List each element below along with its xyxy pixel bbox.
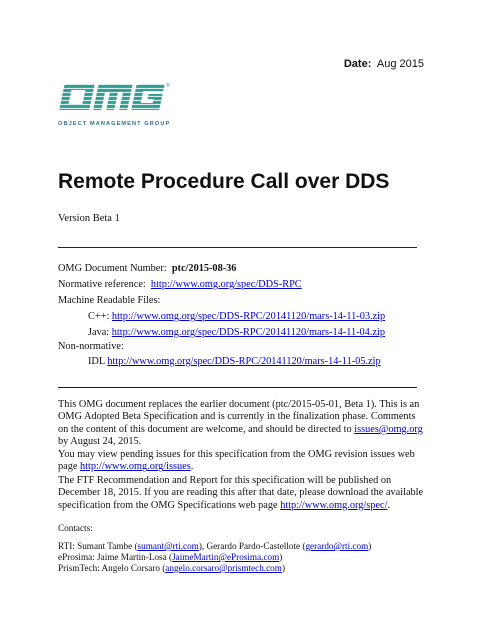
paragraph-text: by August 24, 2015. <box>58 436 142 448</box>
cpp-link[interactable]: http://www.omg.org/spec/DDS-RPC/20141120/mars-14-11-03.zip <box>111 311 386 322</box>
cpp-file-line <box>88 311 385 322</box>
contact-text: ) <box>279 552 283 562</box>
doc-number-value: ptc/2015-08-36 <box>171 263 237 274</box>
contact-text: ), Gerardo Pardo-Castellote ( <box>198 541 306 551</box>
non-normative-label: Non-normative: <box>58 341 124 352</box>
page-title: Remote Procedure Call over DDS <box>58 170 390 193</box>
spec-page-link[interactable]: http://www.omg.org/spec/ <box>280 499 388 511</box>
divider-top <box>58 247 417 248</box>
divider-bottom <box>58 387 417 388</box>
contact-prismtech <box>58 563 285 574</box>
registered-mark: ® <box>166 83 170 89</box>
java-file-line <box>88 327 385 338</box>
paragraph-ftf-report <box>58 475 428 512</box>
contact-eprosima <box>58 552 282 563</box>
doc-number-line <box>58 263 236 274</box>
contact-text: eProsima: Jaime Martin-Losa ( <box>58 552 173 562</box>
issues-page-link[interactable]: http://www.omg.org/issues <box>80 461 191 473</box>
paragraph-text: . <box>190 461 194 473</box>
eprosima-email-link[interactable]: JaimeMartin@eProsima.com <box>172 552 280 562</box>
idl-link[interactable]: http://www.omg.org/spec/DDS-RPC/20141120/mars-14-11-05.zip <box>107 356 381 367</box>
version-text: Version Beta 1 <box>58 213 120 224</box>
issues-email-link[interactable]: issues@omg.org <box>354 423 423 435</box>
cpp-label: C++: <box>88 311 110 322</box>
contact-text: ) <box>368 541 372 551</box>
date-value: Aug 2015 <box>376 58 424 70</box>
doc-number-label: OMG Document Number: <box>58 263 167 274</box>
logo-tagline: OBJECT MANAGEMENT GROUP <box>58 121 171 127</box>
contact-text: PrismTech: Angelo Corsaro ( <box>58 563 166 573</box>
normative-link[interactable]: http://www.omg.org/spec/DDS-RPC <box>150 279 302 290</box>
rti-email-link-1[interactable]: sumant@rti.com <box>137 541 199 551</box>
contact-rti <box>58 541 371 552</box>
prismtech-email-link[interactable]: angelo.corsaro@prismtech.com <box>165 563 282 573</box>
normative-label: Normative reference: <box>58 279 146 290</box>
rti-email-link-2[interactable]: gerardo@rti.com <box>305 541 369 551</box>
paragraph-text: You may view pending issues for this specification from the OMG revision issues web page <box>58 449 415 473</box>
java-link[interactable]: http://www.omg.org/spec/DDS-RPC/20141120/mars-14-11-04.zip <box>111 327 385 338</box>
idl-file-line <box>88 356 381 367</box>
paragraph-text: This OMG document replaces the earlier document (ptc/2015-05-01, Beta 1). This is an OMG Adopted Beta Specification and is currently in the finalization phase. Comments on the content of this document are welcome, and should be directed to <box>58 399 420 435</box>
paragraph-replacement-notice <box>58 399 428 449</box>
date-label: Date: <box>343 58 372 70</box>
contact-text: ) <box>281 563 285 573</box>
paragraph-text: The FTF Recommendation and Report for this specification will be published on December 18, 2015. If you are reading this after that date, please download the available specification from the OMG Specifications web page <box>58 475 424 511</box>
paragraph-text: . <box>387 499 391 511</box>
paragraph-pending-issues <box>58 449 428 474</box>
contacts-label: Contacts: <box>58 523 93 533</box>
idl-label: IDL <box>88 356 105 367</box>
document-date <box>344 58 424 70</box>
machine-readable-label: Machine Readable Files: <box>58 295 161 306</box>
java-label: Java: <box>88 327 110 338</box>
omg-logo <box>58 78 170 116</box>
contact-text: RTI: Sumant Tambe ( <box>58 541 138 551</box>
normative-reference-line <box>58 279 302 290</box>
